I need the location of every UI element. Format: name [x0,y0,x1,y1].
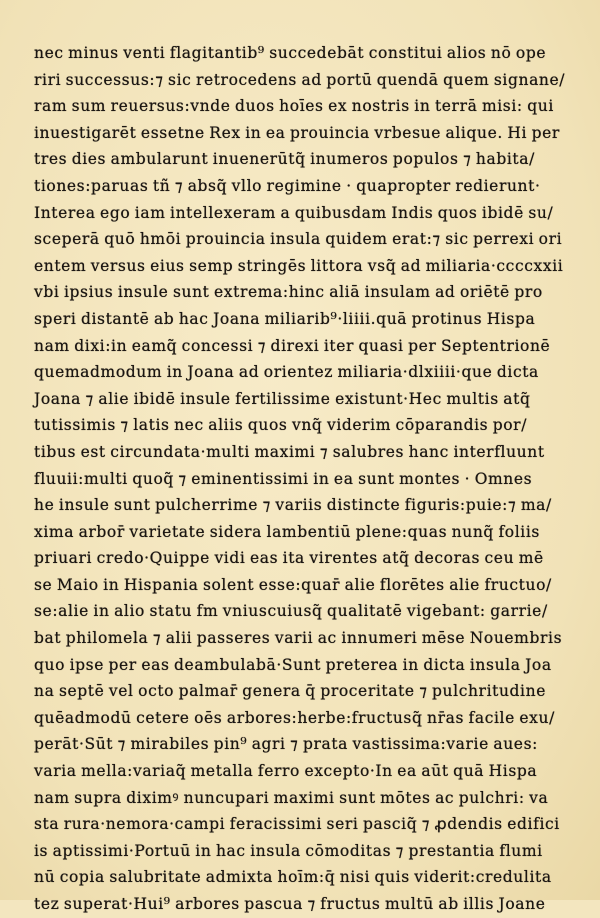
text-line: entem versus eius semp stringēs littora vsq̃ ad miliaria·ccccxxii [34,256,564,275]
text-line: tres dies ambularunt inuenerūtq̃ inumeros populos ⁊ habita/ [34,150,535,169]
text-line: na septē vel octo palmar̄ genera q̄ proceritate ⁊ pulchritudine [34,682,546,701]
text-line: quo ipse per eas deambulabā·Sunt preterea in dicta insula Joa [34,655,552,674]
text-line: xima arbor̄ varietate sidera lambentiū plene:quas nunq̃ foliis [34,522,540,541]
text-line: is aptissimi·Portuū in hac insula cōmoditas ⁊ prestantia flumi [34,841,543,860]
text-line: Joana ⁊ alie ibidē insule fertilissime existunt·Hec multis atq̃ [34,389,531,408]
text-line: tibus est circundata·multi maximi ⁊ salubres hanc interfluunt [34,442,545,461]
text-line: perāt·Sūt ⁊ mirabiles pin⁹ agri ⁊ prata vastissima:varie aues: [34,735,538,754]
text-line: vbi ipsius insule sunt extrema:hinc aliā insulam ad oriētē pro [34,283,543,302]
text-line: sta rura·nemora·campi feracissimi seri pasciq̃ ⁊ ꝓdendis edifici [34,815,560,834]
text-line: nam supra diximꝰ nuncupari maximi sunt mōtes ac pulchri: va [34,788,549,807]
text-line: ram sum reuersus:vnde duos hoīes ex nostris in terrā misi: qui [34,97,554,116]
text-line: se Maio in Hispania solent esse:quar̄ alie florētes alie fructuo/ [34,575,552,594]
text-line: speri distantē ab hac Joana miliarib⁹·liiii.quā protinus Hispa [34,309,536,328]
text-line: priuari credo·Quippe vidi eas ita virentes atq̃ decoras ceu mē [34,549,544,568]
text-line: nam dixi:in eamq̃ concessi ⁊ direxi iter quasi per Septentrionē [34,336,551,355]
text-line: bat philomela ⁊ alii passeres varii ac innumeri mēse Nouembris [34,629,563,648]
text-line: nū copia salubritate admixta hoīm:q̄ nisi quis viderit:credulita [34,868,552,887]
text-line: inuestigarēt essetne Rex in ea prouincia vrbesue alique. Hi per [34,123,560,142]
text-line: tiones:paruas tñ ⁊ absq̃ vllo regimine · quapropter redierunt· [34,176,541,195]
text-line: tutissimis ⁊ latis nec aliis quos vnq̃ viderim cōparandis por/ [34,416,528,435]
text-line: quēadmodū cetere oēs arbores:herbe:fructusq̃ nr̄as facile exu/ [34,708,555,727]
text-line: fluuii:multi quoq̃ ⁊ eminentissimi in ea sunt montes · Omnes [34,469,533,488]
text-line: riri successus:⁊ sic retrocedens ad portū quendā quem signane/ [34,70,566,89]
text-line: Interea ego iam intellexeram a quibusdam Indis quos ibidē su/ [34,203,554,222]
text-line: he insule sunt pulcherrime ⁊ variis distincte figuris:puie:⁊ ma/ [34,496,552,515]
text-line: quemadmodum in Joana ad orientez miliaria·dlxiiii·que dicta [34,363,539,382]
text-line: nec minus venti flagitantib⁹ succedebāt constitui alios nō ope [34,44,547,62]
text-line: varia mella:variaq̃ metalla ferro excepto·In ea aūt quā Hispa [34,762,538,781]
text-line: se:alie in alio statu fm vniuscuiusq̃ qualitatē vigebant: garrie/ [34,602,548,621]
printed-text-block [34,40,564,918]
text-line: sceperā quō hmōi prouincia insula quidem erat:⁊ sic perrexi ori [34,230,563,249]
text-line: tez superat·Hui⁹ arbores pascua ⁊ fructus multū ab illis Joane [34,895,546,913]
